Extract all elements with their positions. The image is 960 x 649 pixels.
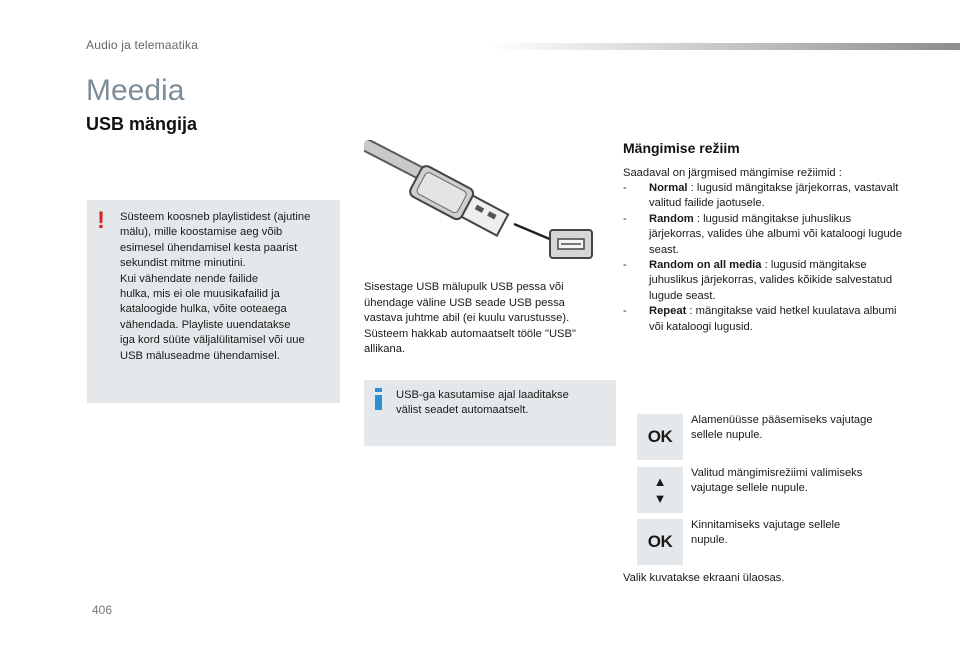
mode-name: Normal — [649, 182, 688, 194]
page-number: 406 — [92, 603, 113, 617]
info-icon — [373, 387, 385, 411]
list-item — [623, 304, 903, 335]
section-title: USB mängija — [86, 114, 198, 134]
ok-button-icon — [637, 414, 683, 460]
warning-icon: ! — [97, 207, 105, 234]
mode-description: : lugusid mängitakse järjekorras, vastavalt valitud failide jaotusele. — [649, 182, 899, 210]
footer-note: Valik kuvatakse ekraani ülaosas. — [623, 572, 785, 584]
arrow-up-icon: ▲ — [653, 474, 667, 489]
list-item — [623, 258, 903, 304]
usb-plug-illustration — [364, 140, 596, 262]
mode-description: : mängitakse vaid hetkel kuulatava albumi või kataloogi lugusid. — [649, 305, 897, 333]
list-dash: - — [623, 305, 627, 318]
mode-name: Random on all media — [649, 259, 762, 272]
up-down-button-icon — [637, 467, 683, 513]
ok-label: OK — [647, 532, 673, 551]
play-mode-intro: Saadaval on järgmised mängimise režiimid : — [623, 167, 842, 179]
list-dash: - — [623, 182, 627, 194]
list-item — [623, 212, 903, 258]
usb-instructions-text: Sisestage USB mälupulk USB pessa või ühendage väline USB seade USB pessa vastava juhtme abil (ei kuulu varustusse). Süsteem hakkab automaatselt tööle "USB" allikana. — [364, 281, 576, 356]
info-text: USB-ga kasutamise ajal laaditakse välist seadet automaatselt. — [396, 389, 569, 417]
play-mode-list — [623, 181, 903, 335]
mode-name: Repeat — [649, 305, 687, 318]
header-section-title: Audio ja telemaatika — [86, 38, 199, 52]
mode-description: : lugusid mängitakse juhuslikus järjekorras, valides ühe albumi või kataloogi lugude seast. — [649, 212, 903, 256]
header-gradient-bar — [490, 43, 960, 50]
step-confirm-text: Kinnitamiseks vajutage sellele nupule. — [691, 519, 841, 547]
list-dash: - — [623, 212, 627, 225]
list-item — [623, 181, 903, 212]
warning-text: Süsteem koosneb playlistidest (ajutine mälu), mille koostamise aeg võib esimesel ühendamisel kesta paarist sekundist mitme minutini. Kui vähendate nende failide hulka, mis ei ole muusikafailid ja kataloogide hulka, võite ooteaega vähendada. Playliste uuendatakse iga kord süüte väljalülitamisel või uue USB mäluseadme ühendamisel. — [120, 211, 311, 362]
ok-button-icon — [637, 519, 683, 565]
arrow-down-icon: ▼ — [653, 491, 667, 506]
step-select-text: Valitud mängimisrežiimi valimiseks vajutage sellele nupule. — [691, 467, 863, 495]
page-title: Meedia — [86, 74, 185, 107]
ok-label: OK — [647, 427, 673, 446]
list-dash: - — [623, 259, 627, 272]
step-submenu-text: Alamenüüsse pääsemiseks vajutage sellele nupule. — [691, 414, 873, 442]
mode-name: Random — [649, 212, 694, 225]
mode-description: : lugusid mängitakse juhuslikus järjekorras, valides kõikide salvestatud lugude seast. — [649, 259, 893, 302]
play-mode-title: Mängimise režiim — [623, 140, 740, 156]
